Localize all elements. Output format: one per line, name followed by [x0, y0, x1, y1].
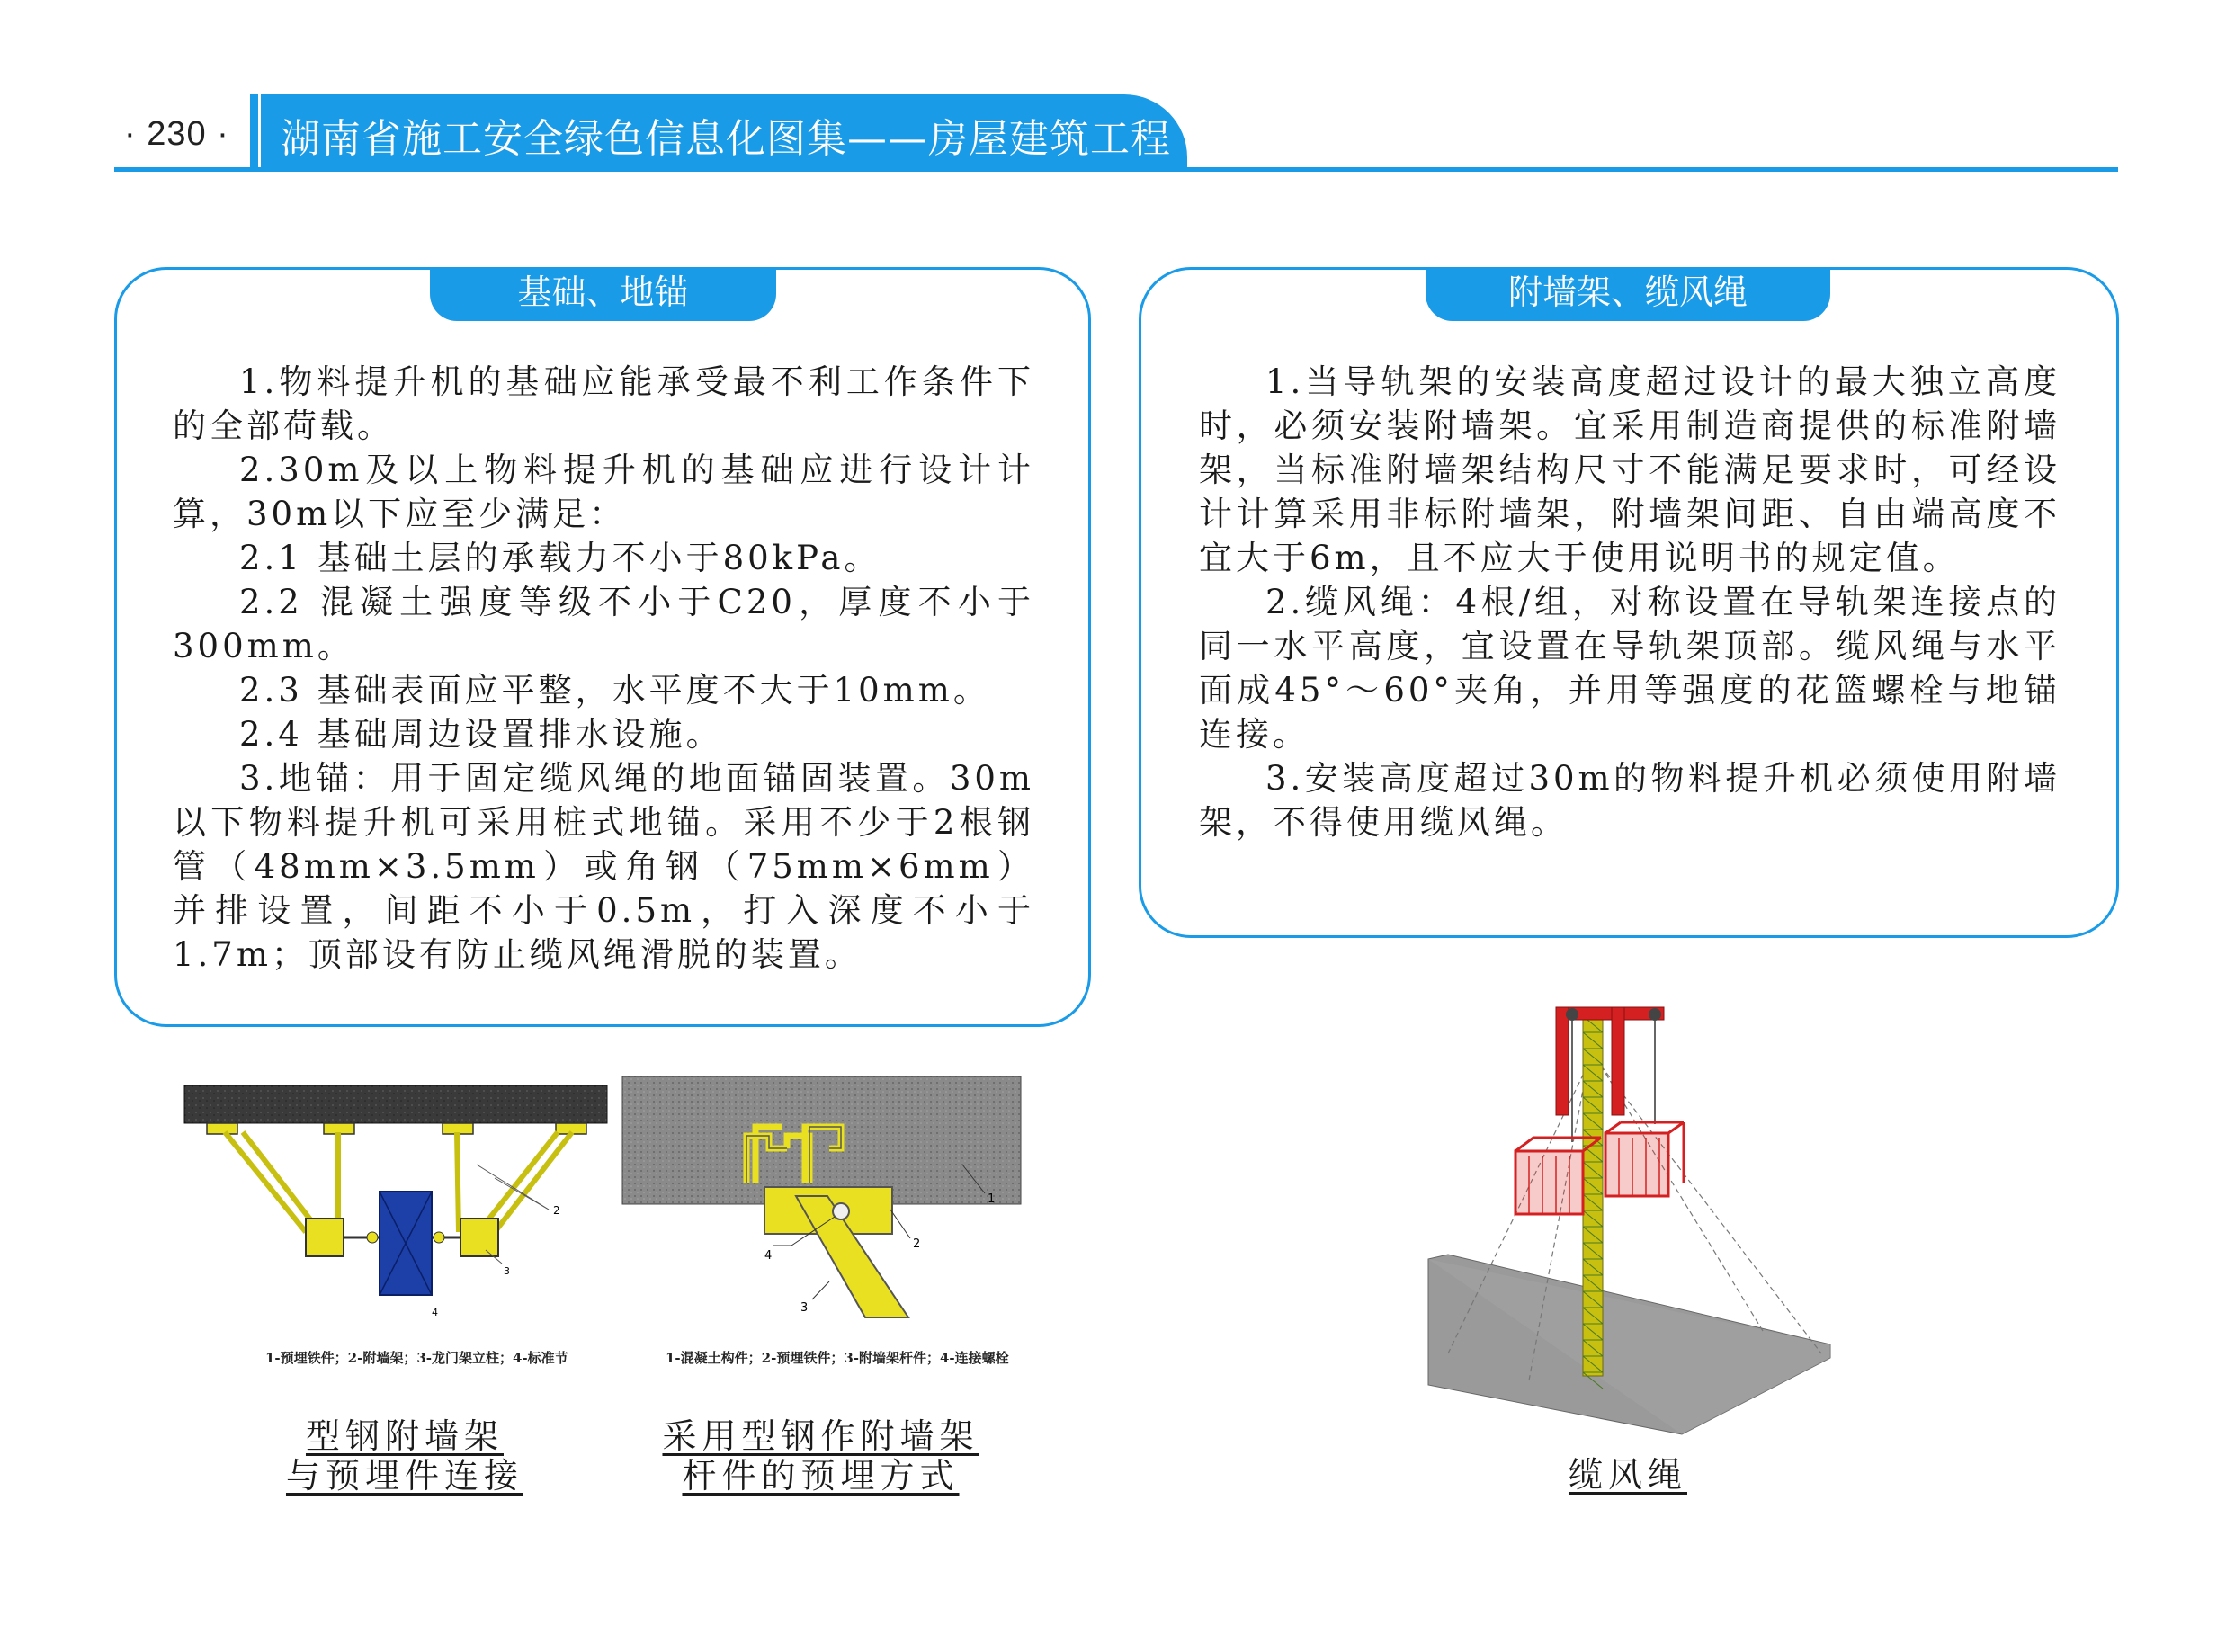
figure-steel-wall-tie: [180, 1075, 612, 1344]
header-accent-bar: [250, 94, 258, 168]
panel-foundation-text: [173, 360, 1034, 977]
caption-line: 与预埋件连接: [285, 1456, 523, 1496]
gantry-column-left: [306, 1219, 344, 1256]
connecting-bolt: [833, 1203, 849, 1219]
label-4: 4: [764, 1249, 773, 1263]
label-4: 4: [432, 1307, 438, 1318]
paragraph: 1.当导轨架的安装高度超过设计的最大独立高度时，必须安装附墙架。宜采用制造商提供的标准附墙架，当标准附墙架结构尺寸不能满足要求时，可经设计计算采用非标附墙架，附墙架间距、自由端高度不宜大于6m，且不应大于使用说明书的规定值。: [1199, 362, 2061, 577]
label-3: 3: [504, 1265, 510, 1277]
paragraph: 1.物料提升机的基础应能承受最不利工作条件下的全部荷载。: [173, 362, 1034, 445]
gantry-column-right: [460, 1219, 498, 1256]
paragraph: 2.30m及以上物料提升机的基础应进行设计计算，30m以下应至少满足：: [173, 451, 1034, 533]
caption-line: 型钢附墙架: [305, 1416, 504, 1456]
paragraph: 2.3 基础表面应平整，水平度不大于10mm。: [239, 671, 990, 710]
concrete-slab: [184, 1085, 607, 1123]
panel-wall-tie-text: [1199, 360, 2061, 844]
paragraph: 2.2 混凝土强度等级不小于C20，厚度不小于300mm。: [173, 583, 1034, 665]
caption-line: 缆风绳: [1568, 1455, 1687, 1495]
paragraph: 2.缆风绳：4根/组，对称设置在导轨架连接点的同一水平高度，宜设置在导轨架顶部。缆风绳与水平面成45°～60°夹角，并用等强度的花篮螺栓与地锚连接。: [1199, 583, 2061, 754]
paragraph: 2.4 基础周边设置排水设施。: [239, 715, 723, 754]
caption-line: 杆件的预埋方式: [682, 1456, 960, 1496]
label-2: 2: [913, 1237, 921, 1251]
paragraph: 3.地锚：用于固定缆风绳的地面锚固装置。30m以下物料提升机可采用桩式地锚。采用不少于2根钢管（48mm×3.5mm）或角钢（75mm×6mm）并排设置，间距不小于0.5m，打入深度不小于1.7m；顶部设有防止缆风绳滑脱的装置。: [173, 759, 1034, 974]
figure-2-caption: [661, 1416, 980, 1496]
header-title: 湖南省施工安全绿色信息化图集——房屋建筑工程: [281, 116, 1171, 162]
caption-line: 采用型钢作附墙架: [662, 1416, 979, 1456]
figure-guy-rope-hoist: [1421, 998, 1835, 1439]
page-number: · 230 ·: [124, 115, 229, 153]
figure-embedded-member: [621, 1075, 1025, 1344]
figure-3-caption: [1529, 1455, 1727, 1495]
panel-wall-tie-title: 附墙架、缆风绳: [1426, 267, 1830, 321]
hoist-mast: [1583, 1016, 1603, 1389]
header-rule: [114, 167, 2118, 172]
figure-1-legend: 1-预埋铁件；2-附墙架；3-龙门架立柱；4-标准节: [265, 1350, 568, 1366]
figure-1-caption: [265, 1416, 544, 1496]
paragraph: 3.安装高度超过30m的物料提升机必须使用附墙架，不得使用缆风绳。: [1199, 759, 2061, 842]
figure-2-legend: 1-混凝土构件；2-预埋铁件；3-附墙架杆件；4-连接螺栓: [666, 1350, 1009, 1366]
concrete-member: [622, 1076, 1021, 1204]
panel-foundation-title: 基础、地锚: [430, 267, 776, 321]
label-1: 1: [988, 1192, 996, 1206]
label-2: 2: [553, 1204, 560, 1217]
label-3: 3: [800, 1301, 809, 1315]
paragraph: 2.1 基础土层的承载力不小于80kPa。: [239, 539, 881, 577]
